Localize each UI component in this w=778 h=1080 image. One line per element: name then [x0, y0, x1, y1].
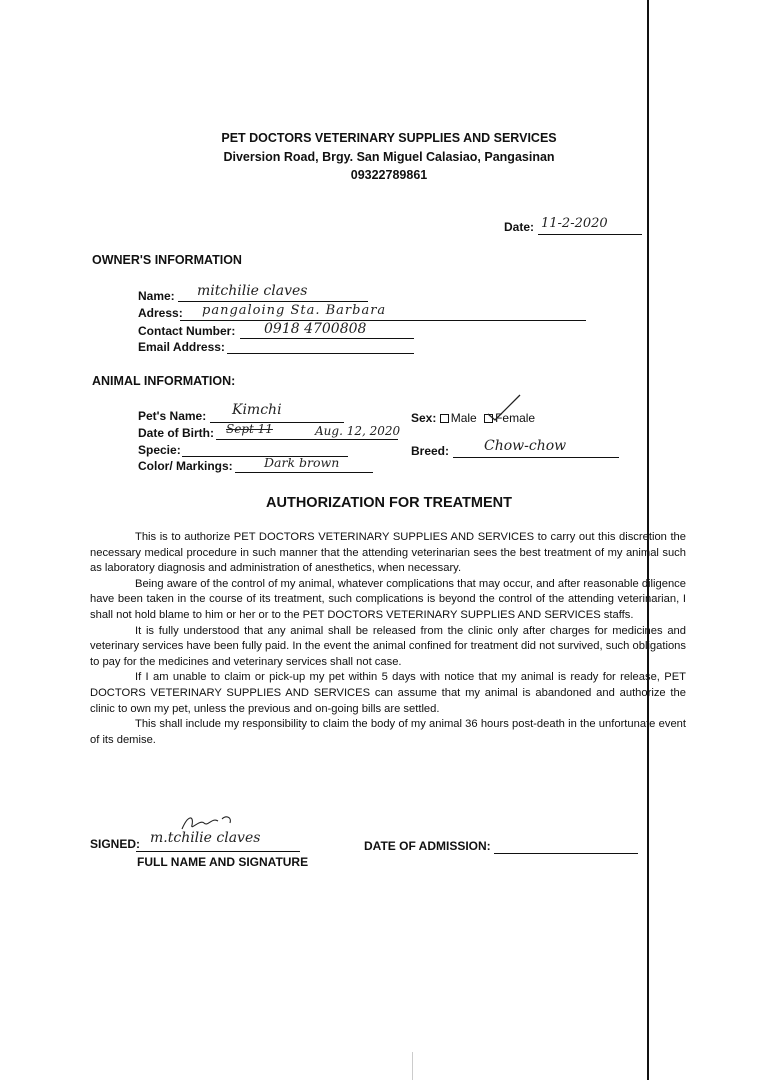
owner-address-line	[180, 320, 586, 321]
date-line	[538, 234, 642, 235]
dob-value: Aug. 12, 2020	[315, 424, 401, 438]
color-markings-line	[235, 472, 373, 473]
authorization-paragraph-1: This is to authorize PET DOCTORS VETERINARY SUPPLIES AND SERVICES to carry out this discretion the necessary medical procedure in such manner that the attending veterinarian sees the best treatment of my animal such as laboratory diagnosis and administration of anesthetics, when necessary.	[90, 531, 686, 575]
date-of-admission-line	[494, 853, 638, 854]
signature-line	[136, 851, 300, 852]
owner-address-value: pangaloing Sta. Barbara	[202, 303, 387, 318]
owner-name-label: Name:	[138, 289, 175, 303]
breed-value: Chow-chow	[484, 438, 567, 454]
signed-label: SIGNED:	[90, 837, 141, 851]
authorization-paragraph-3: It is fully understood that any animal shall be released from the clinic only after charges for medicines and veterinary services have been fully paid. In the event the animal confined for treatment did not survived, such obligations to pay for the medicines and veterinary services shall not case.	[90, 624, 686, 668]
pet-name-label: Pet's Name:	[138, 409, 207, 423]
dob-label: Date of Birth:	[138, 426, 214, 440]
pet-name-value: Kimchi	[232, 402, 282, 418]
dob-line	[216, 439, 398, 440]
date-of-admission-label: DATE OF ADMISSION:	[364, 839, 491, 853]
full-name-signature-label: FULL NAME AND SIGNATURE	[137, 855, 309, 869]
sex-label: Sex:	[411, 411, 437, 425]
specie-label: Specie:	[138, 443, 181, 457]
dob-struck-value: Sept 11	[226, 422, 273, 436]
breed-line	[453, 457, 619, 458]
date-label: Date:	[504, 220, 535, 234]
authorization-body	[90, 530, 686, 748]
owner-section-heading: OWNER'S INFORMATION	[92, 253, 242, 267]
sex-male-checkbox[interactable]	[440, 414, 449, 423]
contact-number-line	[240, 338, 414, 339]
authorization-paragraph-4: If I am unable to claim or pick-up my pet within 5 days with notice that my animal is ready for release, PET DOCTORS VETERINARY SUPPLIES AND SERVICES can assume that my animal is abandoned and authorize the clinic to own my pet, unless the previous and on-going bills are settled.	[90, 671, 686, 715]
sex-male-label: Male	[450, 411, 477, 425]
animal-section-heading: ANIMAL INFORMATION:	[92, 374, 236, 388]
contact-number-label: Contact Number:	[138, 324, 236, 338]
contact-number-value: 0918 4700808	[264, 321, 367, 337]
email-line	[227, 353, 414, 354]
sex-female-label: Female	[495, 411, 536, 425]
authorization-paragraph-5: This shall include my responsibility to claim the body of my animal 36 hours post-death in the unfortunate event of its demise.	[90, 718, 686, 746]
owner-name-line	[178, 301, 368, 302]
color-markings-label: Color/ Markings:	[138, 459, 233, 473]
email-label: Email Address:	[138, 340, 225, 354]
signature-value: m.tchilie claves	[150, 830, 261, 846]
owner-name-value: mitchilie claves	[197, 283, 308, 299]
authorization-paragraph-2: Being aware of the control of my animal, whatever complications that may occur, and after reasonable diligence have been taken in the course of its treatment, such complications is beyond the control of the attending veterinarian, I shall not hold blame to him or her or to the PET DOCTORS VETERINARY SUPPLIES AND SERVICES staffs.	[90, 577, 686, 621]
authorization-title: AUTHORIZATION FOR TREATMENT	[266, 495, 512, 511]
female-check-mark-icon	[486, 392, 522, 422]
company-name: PET DOCTORS VETERINARY SUPPLIES AND SERVICES	[221, 131, 557, 145]
breed-label: Breed:	[411, 444, 450, 458]
company-phone: 09322789861	[350, 168, 428, 182]
scan-artifact-line	[412, 1052, 413, 1080]
color-markings-value: Dark brown	[264, 455, 340, 470]
company-address: Diversion Road, Brgy. San Miguel Calasiao, Pangasinan	[223, 150, 555, 164]
owner-address-label: Adress:	[138, 306, 183, 320]
date-value: 11-2-2020	[541, 216, 608, 231]
